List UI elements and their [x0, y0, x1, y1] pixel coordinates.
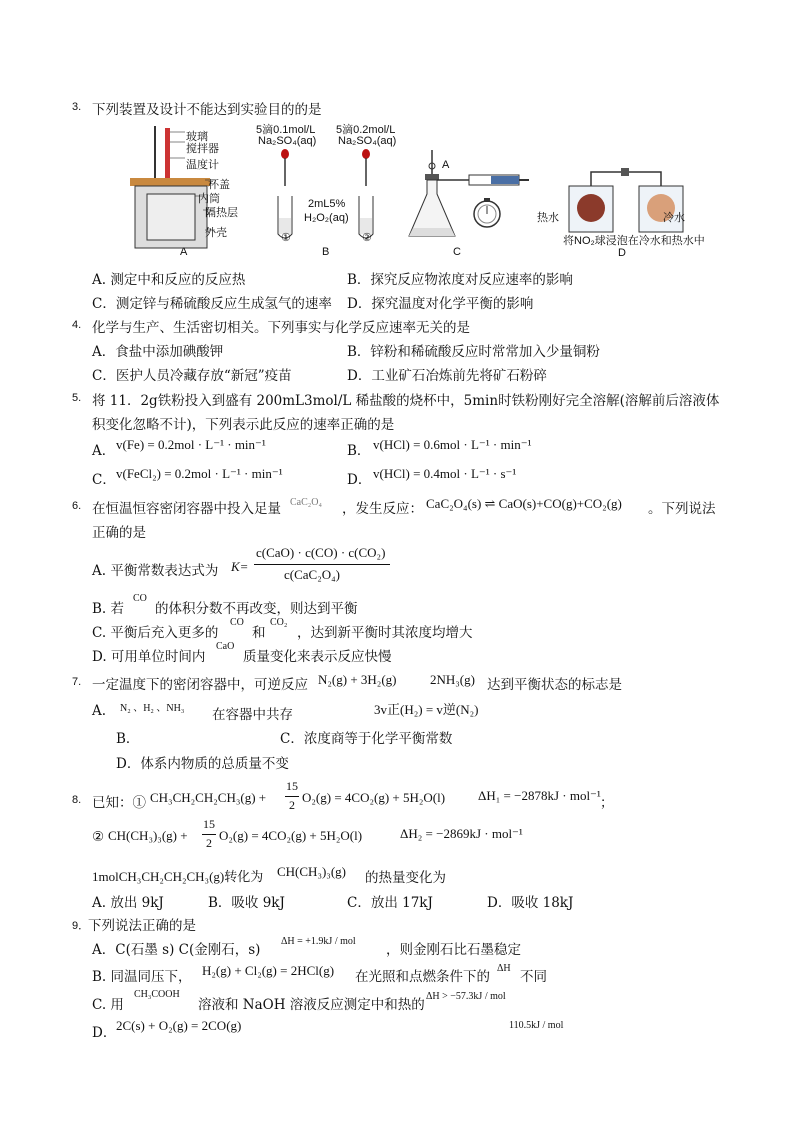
q6-fraction-bar [254, 564, 390, 565]
q5-option-b-formula: v(HCl) = 0.6mol · L⁻¹ · min⁻¹ [373, 437, 532, 452]
q6-option-a-denominator: c(CaC₂O₄) [284, 567, 340, 582]
fig-b-tube2-label: ② [362, 232, 372, 244]
q8-eq1-a: CH₃CH₂CH₂CH₃(g) + [150, 790, 267, 805]
q9-option-d-value: 110.5kJ / mol [509, 1020, 564, 1031]
q5-option-c-letter: C． [92, 472, 116, 488]
q8-eq2-frac-den: 2 [206, 836, 212, 850]
q9-option-d-formula: 2C(s) + O₂(g) = 2CO(g) [116, 1018, 242, 1033]
fig-a-label-3: 温度计 [186, 159, 219, 171]
q6-option-b-text: 的体积分数不再改变，则达到平衡 [155, 601, 358, 617]
q3-option-b: B．探究反应物浓度对反应速率的影响 [347, 272, 573, 288]
q4-option-d: D．工业矿石冶炼前先将矿石粉碎 [347, 368, 547, 384]
fig-b-solution-line2: H₂O₂(aq) [304, 212, 349, 224]
q6-option-a-numerator: c(CaO) · c(CO) · c(CO₂) [256, 545, 386, 560]
q6-option-c-label: C. 平衡后充入更多的 [92, 625, 219, 641]
q8-option-c: C．放出 17kJ [347, 895, 433, 911]
fig-a-label-1: 玻璃 [186, 131, 208, 143]
q6-option-c-and: 和 [252, 625, 266, 641]
fig-d-hot-water: 热水 [537, 212, 559, 224]
q3-option-a: A. 测定中和反应的反应热 [92, 272, 246, 288]
q8-line3-formula: CH(CH₃)₃(g) [277, 864, 346, 879]
q9-option-b-formula: H₂(g) + Cl₂(g) = 2HCl(g) [202, 963, 335, 978]
q8-line3-b: 的热量变化为 [365, 870, 446, 886]
q4-option-b: B．锌粉和稀硫酸反应时常常加入少量铜粉 [347, 344, 600, 360]
q4-option-c: C．医护人员冷藏存放“新冠”疫苗 [92, 368, 292, 384]
q8-eq1-frac-den: 2 [289, 798, 295, 812]
q8-number: 8. [72, 794, 82, 806]
fig-a-label-2: 搅拌器 [186, 143, 219, 155]
fig-b-solution-line1: 2mL5% [308, 198, 346, 210]
q7-option-b-equation: 3v正(H₂) = v逆(N₂) [374, 702, 479, 717]
q3-option-d: D．探究温度对化学平衡的影响 [347, 296, 534, 312]
fig-d-note: 将NO₂球浸泡在冷水和热水中 [563, 235, 705, 247]
q7-option-a-text: 在容器中共存 [212, 707, 293, 723]
q3-option-c: C．测定锌与稀硫酸反应生成氢气的速率 [92, 296, 332, 312]
q9-stem: 下列说法正确的是 [88, 918, 196, 934]
figure-d-no2-spheres [565, 168, 690, 236]
q6-option-d-formula: CaO [216, 641, 235, 652]
figure-c-gas-apparatus [405, 150, 535, 246]
q7-stem-a: 一定温度下的密闭容器中，可逆反应 [92, 677, 308, 693]
q3-number: 3. [72, 101, 82, 113]
q7-option-b-label: B． [116, 731, 140, 747]
q9-option-b-dh: ΔH [497, 963, 511, 974]
q6-stem-formula: CaC₂O₄ [290, 497, 322, 508]
q6-stem-line2: 正确的是 [92, 525, 146, 541]
q8-eq2-a: CH(CH₃)₃(g) + [108, 828, 188, 843]
q7-number: 7. [72, 676, 82, 688]
q9-option-c-dh: ΔH > −57.3kJ / mol [426, 991, 506, 1002]
q8-option-d: D．吸收 18kJ [487, 895, 574, 911]
q9-option-b-text: 在光照和点燃条件下的 [355, 969, 490, 985]
q6-option-c-formula2: CO₂ [270, 617, 288, 628]
q4-stem: 化学与生产、生活密切相关。下列事实与化学反应速率无关的是 [92, 320, 470, 336]
q8-eq1-frac-num: 15 [286, 779, 298, 793]
q8-eq2-frac-num: 15 [203, 817, 215, 831]
q5-option-a-letter: A． [92, 443, 116, 459]
q8-eq2-b: O₂(g) = 4CO₂(g) + 5H₂O(l) [219, 828, 363, 843]
fig-a-label-5: 内筒 [198, 193, 220, 205]
q5-option-a-formula: v(Fe) = 0.2mol · L⁻¹ · min⁻¹ [116, 437, 266, 452]
q6-option-b-formula: CO [133, 593, 147, 604]
q4-option-a: A．食盐中添加碘酸钾 [92, 344, 224, 360]
q6-stem-a: 在恒温恒容密闭容器中投入足量 [92, 501, 281, 517]
q8-stem-a: 已知：① [92, 795, 146, 811]
fig-d-caption: D [618, 247, 626, 259]
fig-b-drop1-line1: 5滴0.1mol/L [256, 124, 316, 136]
q9-option-a-formula: ΔH = +1.9kJ / mol [281, 936, 356, 947]
fig-a-label-6: 隔热层 [205, 207, 238, 219]
q8-eq1-b: O₂(g) = 4CO₂(g) + 5H₂O(l) [302, 790, 446, 805]
q8-eq2-frac-bar [202, 834, 216, 835]
q9-option-b-label: B. 同温同压下， [92, 969, 192, 985]
fig-c-point-label: A [442, 159, 450, 171]
q6-stem-c: 。下列说法 [648, 501, 716, 517]
q6-option-a-k: K= [231, 559, 249, 574]
q7-stem-formula2: 2NH₃(g) [430, 672, 475, 687]
q5-stem-line1: 将 11．2g铁粉投入到盛有 200mL3mol/L 稀盐酸的烧杯中，5min时铁粉刚好完全溶解(溶解前后溶液体 [92, 393, 720, 409]
q5-option-d-letter: D． [347, 472, 372, 488]
fig-b-tube1-label: ① [281, 232, 291, 244]
q6-option-b-label: B. 若 [92, 601, 125, 617]
fig-b-drop2-line1: 5滴0.2mol/L [336, 124, 396, 136]
fig-b-drop2-line2: Na₂SO₄(aq) [338, 135, 397, 147]
fig-a-label-7: 外壳 [205, 227, 227, 239]
fig-c-caption: C [453, 246, 461, 258]
q6-option-a-label: A. 平衡常数表达式为 [92, 563, 219, 579]
q5-option-c-formula: v(FeCl₂) = 0.2mol · L⁻¹ · min⁻¹ [116, 466, 283, 481]
q5-option-d-formula: v(HCl) = 0.4mol · L⁻¹ · s⁻¹ [373, 466, 517, 481]
q8-option-a: A. 放出 9kJ [92, 895, 164, 911]
q8-eq1-end: ； [600, 795, 614, 811]
q6-option-c-formula1: CO [230, 617, 244, 628]
q5-stem-line2: 积变化忽略不计)，下列表示此反应的速率正确的是 [92, 417, 395, 433]
q7-option-a-formula: N₂ 、H₂ 、NH₃ [120, 703, 185, 714]
q8-option-b: B．吸收 9kJ [208, 895, 285, 911]
q7-option-d: D．体系内物质的总质量不变 [116, 756, 289, 772]
q9-option-c-text: 溶液和 NaOH 溶液反应测定中和热的 [198, 997, 425, 1013]
q8-eq1-dh: ΔH₁ = −2878kJ · mol⁻¹ [478, 788, 601, 803]
q5-number: 5. [72, 392, 82, 404]
fig-a-caption: A [180, 246, 188, 258]
fig-b-drop1-line2: Na₂SO₄(aq) [258, 135, 317, 147]
q6-stem-equation: CaC₂O₄(s) ⇌ CaO(s)+CO(g)+CO₂(g) [426, 496, 622, 511]
q5-option-b-letter: B． [347, 443, 371, 459]
q9-number: 9． [72, 920, 90, 932]
q7-option-a-label: A. [92, 703, 107, 719]
q8-line3-a: 1molCH₃CH₂CH₂CH₃(g)转化为 [92, 869, 264, 884]
q7-stem-b: 达到平衡状态的标志是 [487, 677, 622, 693]
q4-number: 4. [72, 319, 82, 331]
q9-option-a-a: A．C(石墨 s) C(金刚石，s) [92, 942, 261, 958]
q9-option-b-text2: 不同 [520, 969, 547, 985]
q6-option-c-text: ，达到新平衡时其浓度均增大 [297, 625, 473, 641]
q8-eq2-dh: ΔH₂ = −2869kJ · mol⁻¹ [400, 826, 523, 841]
q8-eq1-frac-bar [285, 796, 299, 797]
fig-b-caption: B [322, 246, 330, 258]
fig-d-cold-water: 冷水 [663, 212, 685, 224]
q8-stem-b: ② [92, 829, 105, 845]
q6-option-d-text: 质量变化来表示反应快慢 [243, 649, 392, 665]
q3-stem: 下列装置及设计不能达到实验目的的是 [92, 102, 322, 118]
q7-option-c: C．浓度商等于化学平衡常数 [280, 731, 453, 747]
q9-option-d-label: D． [92, 1025, 117, 1041]
q6-option-d-label: D. 可用单位时间内 [92, 649, 206, 665]
q9-option-c-label: C. 用 [92, 997, 124, 1013]
q9-option-a-text: ，则金刚石比石墨稳定 [386, 942, 521, 958]
q6-number: 6. [72, 500, 82, 512]
q7-stem-formula1: N₂(g) + 3H₂(g) [318, 672, 397, 687]
q9-option-c-formula: CH₃COOH [134, 989, 180, 1000]
fig-a-label-4: 杯盖 [208, 179, 230, 191]
q6-stem-b: ，发生反应： [342, 501, 423, 517]
